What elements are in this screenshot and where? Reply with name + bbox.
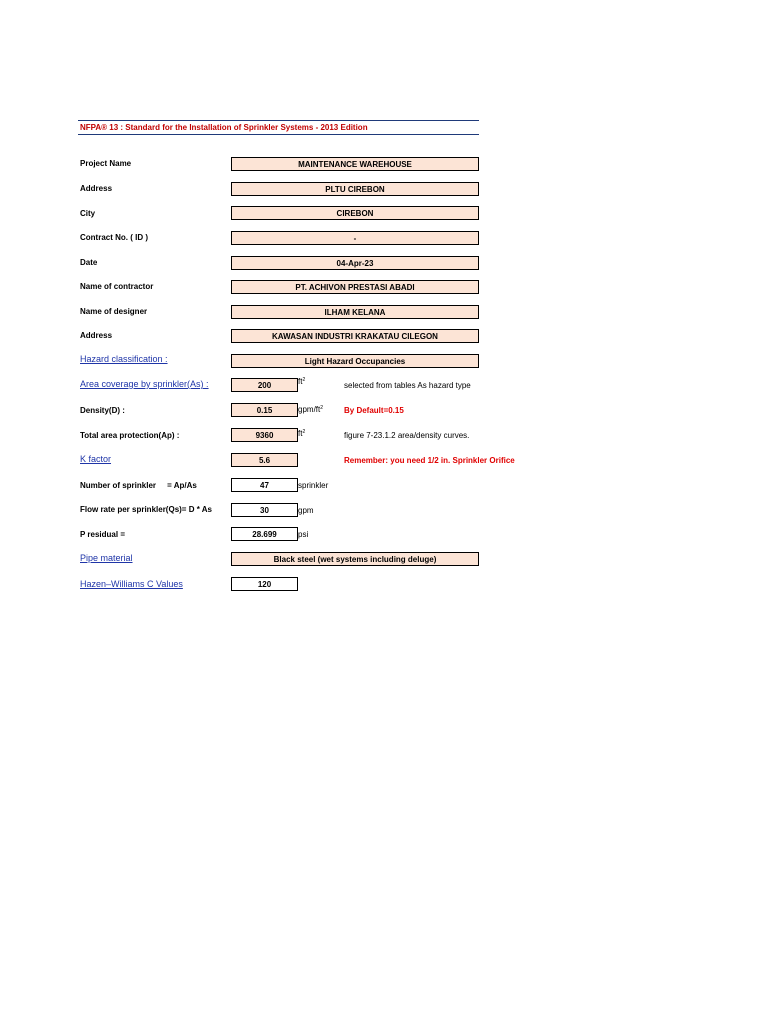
date-label: Date — [80, 258, 98, 267]
p-residual-unit: psi — [298, 530, 309, 539]
p-residual-field[interactable]: 28.699 — [231, 527, 298, 541]
hazard-classification-link[interactable]: Hazard classification : — [80, 354, 168, 364]
flow-rate-label: Flow rate per sprinkler(Qs)= D * As — [80, 505, 212, 514]
total-area-note: figure 7-23.1.2 area/density curves. — [344, 431, 470, 440]
city-label: City — [80, 209, 96, 218]
designer-label: Name of designer — [80, 307, 148, 316]
project-name-field[interactable]: MAINTENANCE WAREHOUSE — [231, 157, 479, 171]
density-note: By Default=0.15 — [344, 406, 404, 415]
hazard-classification-field[interactable]: Light Hazard Occupancies — [231, 354, 479, 368]
header-bottom-rule — [78, 134, 479, 135]
area-coverage-link[interactable]: Area coverage by sprinkler(As) : — [80, 379, 209, 389]
p-residual-label: P residual = — [80, 530, 125, 539]
city-field[interactable]: CIREBON — [231, 206, 479, 220]
contract-no-label: Contract No. ( ID ) — [80, 233, 148, 242]
num-sprinkler-label: Number of sprinkler = Ap/As — [80, 481, 197, 490]
project-name-label: Project Name — [80, 159, 132, 168]
density-label: Density(D) : — [80, 406, 125, 415]
date-field[interactable]: 04-Apr-23 — [231, 256, 479, 270]
total-area-label: Total area protection(Ap) : — [80, 431, 180, 440]
density-field[interactable]: 0.15 — [231, 403, 298, 417]
num-sprinkler-field[interactable]: 47 — [231, 478, 298, 492]
contract-no-field[interactable]: - — [231, 231, 479, 245]
k-factor-note: Remember: you need 1/2 in. Sprinkler Orifice — [344, 456, 515, 465]
designer-address-field[interactable]: KAWASAN INDUSTRI KRAKATAU CILEGON — [231, 329, 479, 343]
k-factor-field[interactable]: 5.6 — [231, 453, 298, 467]
hazen-williams-link[interactable]: Hazen–Williams C Values — [80, 579, 183, 589]
header-top-rule — [78, 120, 479, 121]
address-label: Address — [80, 184, 113, 193]
contractor-field[interactable]: PT. ACHIVON PRESTASI ABADI — [231, 280, 479, 294]
area-coverage-unit: $ft^2$ — [298, 377, 306, 386]
designer-address-label: Address — [80, 331, 113, 340]
pipe-material-link[interactable]: Pipe material — [80, 553, 133, 563]
total-area-field[interactable]: 9360 — [231, 428, 298, 442]
num-sprinkler-unit: sprinkler — [298, 481, 329, 490]
address-field[interactable]: PLTU CIREBON — [231, 182, 479, 196]
contractor-label: Name of contractor — [80, 282, 154, 291]
density-unit: gpm/$ft^2$ — [298, 405, 324, 414]
area-coverage-field[interactable]: 200 — [231, 378, 298, 392]
flow-rate-unit: gpm — [298, 506, 314, 515]
flow-rate-field[interactable]: 30 — [231, 503, 298, 517]
area-coverage-note: selected from tables As hazard type — [344, 381, 471, 390]
k-factor-link[interactable]: K factor — [80, 454, 112, 464]
hazen-williams-field[interactable]: 120 — [231, 577, 298, 591]
total-area-unit: $ft^2$ — [298, 429, 306, 438]
designer-field[interactable]: ILHAM KELANA — [231, 305, 479, 319]
pipe-material-field[interactable]: Black steel (wet systems including deluge) — [231, 552, 479, 566]
document-title: NFPA® 13 : Standard for the Installation of Sprinkler Systems - 2013 Edition — [80, 123, 368, 132]
